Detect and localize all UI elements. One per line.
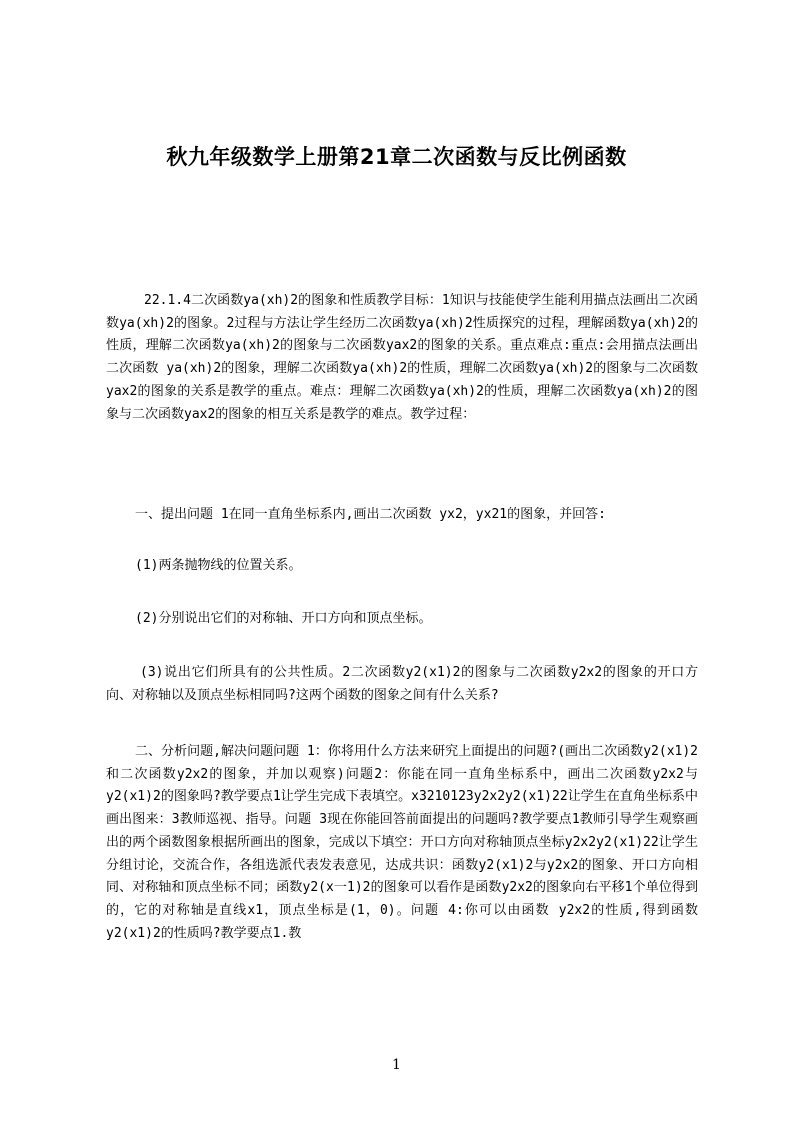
page-number: 1 <box>392 1057 401 1073</box>
paragraph-teaching-objectives: 22.1.4二次函数ya(xh)2的图象和性质教学目标：1知识与技能使学生能利用描点法画出二次函数ya(xh)2的图象。2过程与方法让学生经历二次函数ya(xh)2性质探究的过程，理解函数ya(xh)2的性质，理解二次函数ya(xh)2的图象与二次函数yax2的图象的关系。重点难点:重点:会用描点法画出二次函数 ya(xh)2的图象，理解二次函数ya(xh)2的性质，理解二次函数ya(xh)2的图象与二次函数yax2的图象的关系是教学的重点。难点：理解二次函数ya(xh)2的性质，理解二次函数ya(xh)2的图象与二次函数yax2的图象的相互关系是教学的难点。教学过程： <box>106 293 698 422</box>
document-title: 秋九年级数学上册第21章二次函数与反比例函数 <box>166 145 627 169</box>
paragraph-pose-question: 一、提出问题 1在同一直角坐标系内,画出二次函数 yx2，yx21的图象，并回答: <box>135 507 606 522</box>
paragraph-question-3: (3)说出它们所具有的公共性质。2二次函数y2(x1)2的图象与二次函数y2x2的图象的开口方向、对称轴以及顶点坐标相同吗?这两个函数的图象之间有什么关系? <box>106 665 698 703</box>
paragraph-question-2: (2)分别说出它们的对称轴、开口方向和顶点坐标。 <box>135 611 432 626</box>
paragraph-analysis: 二、分析问题,解决问题问题 1：你将用什么方法来研究上面提出的问题?(画出二次函数y2(x1)2和二次函数y2x2的图象，并加以观察)问题2：你能在同一直角坐标系中，画出二次函数y2x2与y2(x1)2的图象吗?教学要点1让学生完成下表填空。x3210123y2x2y2(x1)22让学生在直角坐标系中画出图来：3教师巡视、指导。问题 3现在你能回答前面提出的问题吗?教学要点1教师引导学生观察画出的两个函数图象根据所画出的图象，完成以下填空：开口方向对称轴顶点坐标y2x2y2(x1)22让学生分组讨论，交流合作，各组选派代表发表意见，达成共识：函数y2(x1)2与y2x2的图象、开口方向相同、对称轴和顶点坐标不同；函数y2(x一1)2的图象可以看作是函数y2x2的图象向右平移1个单位得到的，它的对称轴是直线x1，顶点坐标是(1，0)。问题 4:你可以由函数 y2x2的性质,得到函数 y2(x1)2的性质吗?教学要点1.教 <box>106 744 698 941</box>
paragraph-question-1: (1)两条抛物线的位置关系。 <box>135 558 302 573</box>
